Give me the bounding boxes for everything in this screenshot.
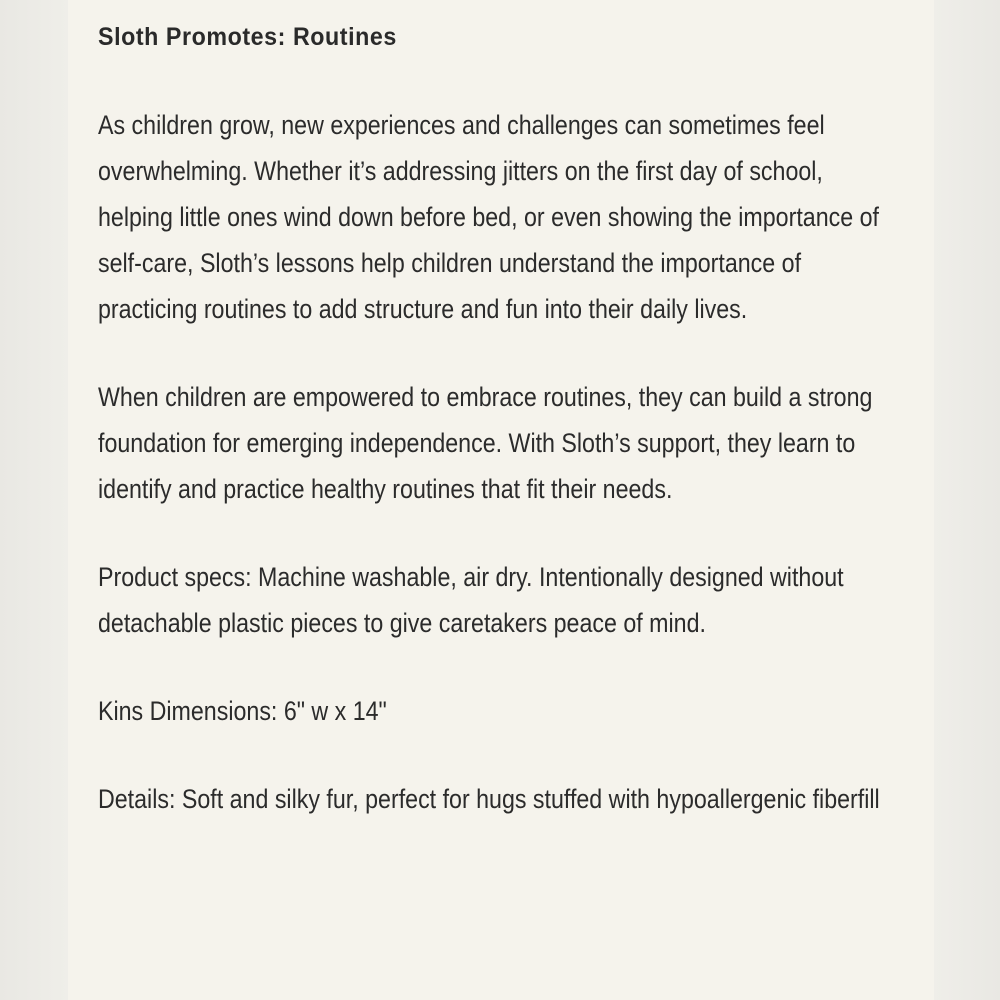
left-margin [0, 0, 68, 1000]
paragraph-details: Details: Soft and silky fur, perfect for hugs stuffed with hypoallergenic fiberfill [98, 784, 880, 814]
description-title: Sloth Promotes: Routines [98, 23, 397, 51]
product-description [98, 14, 908, 822]
paragraph-product-specs: Product specs: Machine washable, air dry. Intentionally designed without detachable plastic pieces to give caretakers peace of mind. [98, 562, 844, 638]
paragraph-intro: As children grow, new experiences and challenges can sometimes feel overwhelming. Whether it’s addressing jitters on the first day of school, helping little ones wind down before bed, or even showing the importance of self-care, Sloth’s lessons help children understand the importance of practicing routines to add structure and fun into their daily lives. [98, 110, 879, 324]
paragraph-dimensions: Kins Dimensions: 6" w x 14" [98, 696, 387, 726]
paragraph-independence: When children are empowered to embrace routines, they can build a strong foundation for emerging independence. With Sloth’s support, they learn to identify and practice healthy routines that fit their needs. [98, 382, 873, 504]
product-description-card [68, 0, 934, 1000]
right-margin [934, 0, 1000, 1000]
